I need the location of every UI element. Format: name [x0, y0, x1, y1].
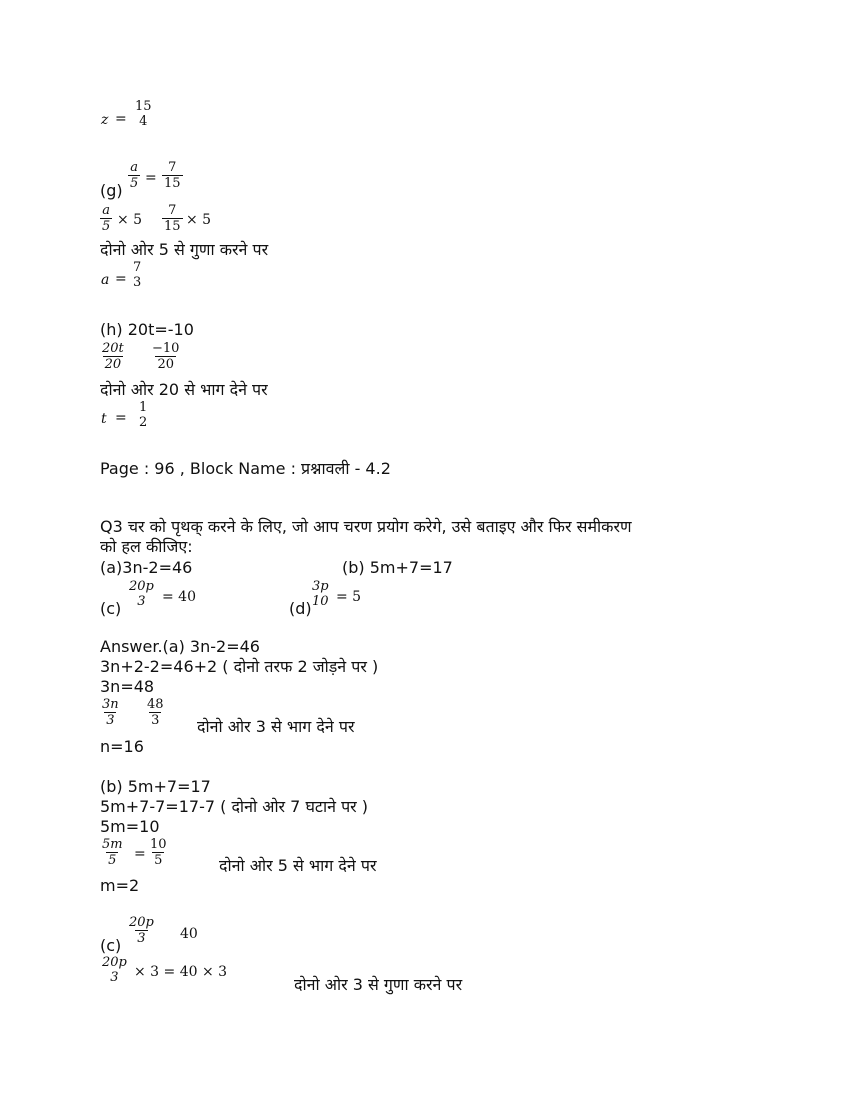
answer-line: 5m=10 — [100, 817, 160, 836]
equals-sign: = — [145, 170, 157, 186]
math-text: 40 — [180, 926, 198, 942]
step-note: दोनो ओर 3 से भाग देने पर — [197, 717, 355, 736]
sub-question-label: (c) — [100, 599, 122, 618]
math-text: × 5 — [117, 212, 143, 228]
fraction: $\frac{48}{3}$ — [147, 697, 164, 728]
fraction: $\frac{20p}{3}$ — [129, 915, 154, 946]
fraction: $\frac{-10}{20}$ — [152, 341, 180, 372]
fraction: 15 4 — [135, 99, 152, 129]
equals-sign: = — [115, 410, 127, 426]
fraction: 20p 3 — [102, 955, 127, 985]
sub-question-label: (d) — [289, 599, 312, 618]
question-text: Q3 चर को पृथक् करने के लिए, जो आप चरण प्रयोग करेगे, उसे बताइए और फिर समीकरण — [100, 517, 632, 536]
fraction: $\frac{a}{5}$ — [130, 160, 139, 191]
step-note: दोनो ओर 20 से भाग देने पर — [100, 380, 268, 399]
answer-line: 3n=48 — [100, 677, 155, 696]
fraction: $\frac{10}{5}$ — [150, 837, 167, 868]
fraction: 3p 10 — [312, 579, 329, 609]
answer-result: n=16 — [100, 737, 144, 756]
part-label: (c) — [100, 936, 122, 955]
fraction: 20p 3 — [129, 579, 154, 609]
answer-line: 5m+7-7=17-7 ( दोनो ओर 7 घटाने पर ) — [100, 797, 369, 816]
equation-line: (h) 20t=-10 — [100, 320, 194, 339]
equals-sign: = — [115, 111, 127, 127]
fraction: $\frac{5m}{5}$ — [102, 837, 123, 868]
part-label: (g) — [100, 181, 123, 200]
answer-line: 3n+2-2=46+2 ( दोनो तरफ 2 जोड़ने पर ) — [100, 657, 379, 676]
math-text: × 3 = 40 × 3 — [134, 964, 228, 980]
math-var: z — [101, 112, 109, 128]
fraction: $\frac{7}{15}$ — [164, 160, 181, 191]
fraction: $\frac{a}{5}$ — [102, 203, 111, 234]
step-note: दोनो ओर 5 से गुणा करने पर — [100, 240, 269, 259]
sub-question: (b) 5m+7=17 — [342, 558, 453, 577]
math-text: × 5 — [186, 212, 212, 228]
step-note: दोनो ओर 3 से गुणा करने पर — [294, 975, 463, 994]
answer-result: m=2 — [100, 876, 140, 895]
sub-question: (a)3n-2=46 — [100, 558, 193, 577]
math-text: = 5 — [336, 589, 362, 605]
fraction: 1 2 — [139, 400, 148, 430]
question-text: को हल कीजिए: — [100, 537, 193, 556]
equals-sign: = — [115, 271, 127, 287]
math-var: a — [101, 272, 110, 288]
fraction: 7 3 — [133, 260, 142, 290]
answer-line: (b) 5m+7=17 — [100, 777, 211, 796]
math-var: t — [101, 411, 107, 427]
math-text: = 40 — [162, 589, 196, 605]
page-reference: Page : 96 , Block Name : प्रश्नावली - 4.2 — [100, 459, 391, 478]
equals-sign: = — [134, 846, 146, 862]
answer-line: Answer.(a) 3n-2=46 — [100, 637, 260, 656]
step-note: दोनो ओर 5 से भाग देने पर — [219, 856, 377, 875]
fraction: $\frac{20t}{20}$ — [102, 341, 124, 372]
fraction: $\frac{7}{15}$ — [164, 203, 181, 234]
fraction: $\frac{3n}{3}$ — [102, 697, 119, 728]
